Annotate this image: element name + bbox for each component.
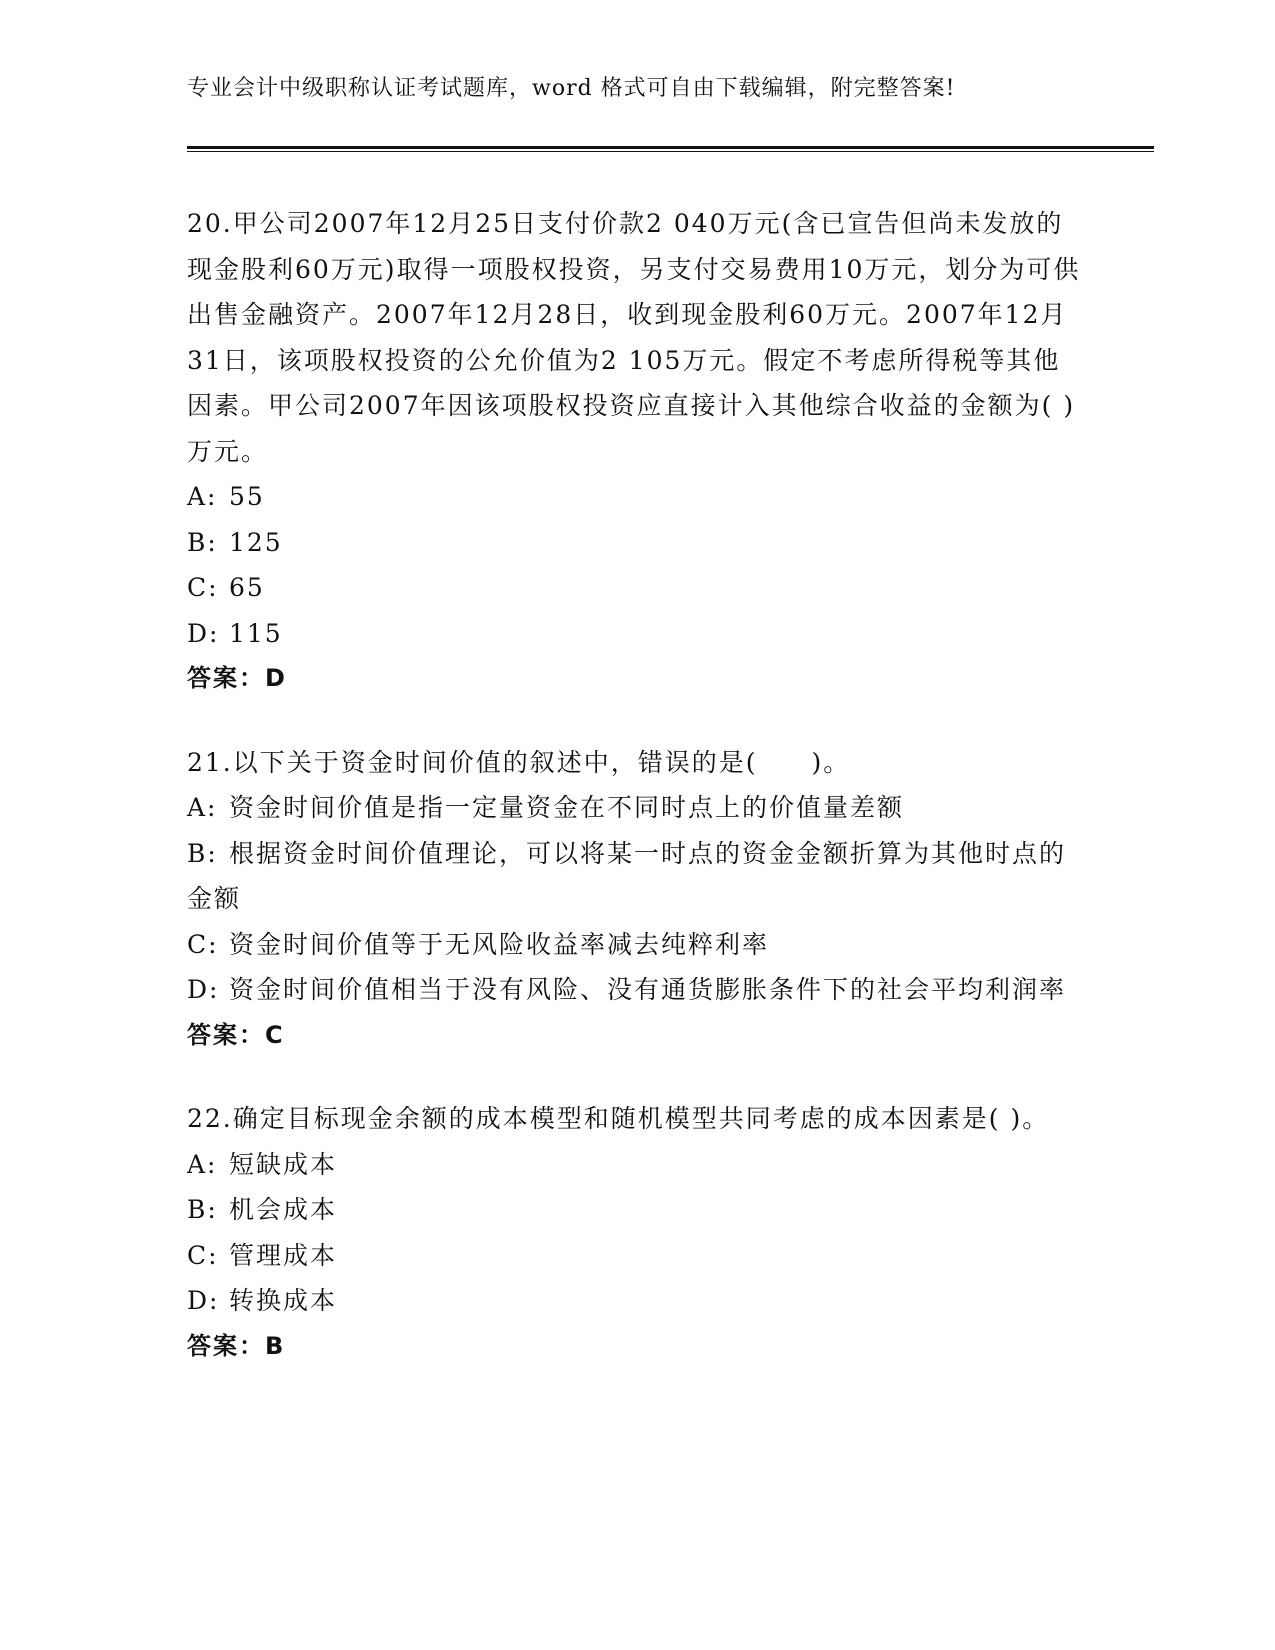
option-letter: C: [187, 1240, 219, 1270]
option-c [187, 565, 1087, 611]
option-text: 资金时间价值等于无风险收益率减去纯粹利率 [229, 929, 770, 959]
option-letter: A: [187, 1149, 218, 1179]
option-a [187, 1142, 1087, 1188]
option-text: 资金时间价值相当于没有风险、没有通货膨胀条件下的社会平均利润率 [229, 975, 1067, 1004]
option-text: 资金时间价值是指一定量资金在不同时点上的价值量差额 [229, 793, 905, 822]
header-divider-thin [187, 151, 1154, 152]
question-22 [187, 1096, 1087, 1369]
option-a [187, 785, 1087, 831]
question-21 [187, 740, 1087, 1059]
option-letter: C: [187, 573, 219, 602]
option-text: 管理成本 [229, 1240, 338, 1270]
option-text: 短缺成本 [229, 1149, 338, 1179]
option-letter: B: [187, 1195, 218, 1224]
option-c [187, 1233, 1087, 1279]
option-b [187, 1187, 1087, 1233]
answer-label: 答案：D [187, 664, 287, 692]
option-b [187, 831, 1087, 922]
option-text: 转换成本 [229, 1286, 338, 1315]
question-20 [187, 201, 1087, 702]
option-text: 115 [229, 618, 283, 648]
option-letter: D: [187, 1286, 220, 1315]
question-list [187, 201, 1087, 1407]
question-stem: 22.确定目标现金余额的成本模型和随机模型共同考虑的成本因素是( )。 [187, 1104, 1050, 1133]
option-letter: C: [187, 929, 219, 959]
option-c [187, 922, 1087, 968]
option-text: 根据资金时间价值理论，可以将某一时点的资金金额折算为其他时点的金额 [187, 838, 1067, 913]
option-letter: A: [187, 482, 218, 511]
page-header-note: 专业会计中级职称认证考试题库，word 格式可自由下载编辑，附完整答案! [187, 76, 956, 101]
option-letter: B: [187, 527, 218, 557]
option-d [187, 611, 1087, 657]
option-letter: B: [187, 838, 218, 868]
answer-label: 答案：B [187, 1331, 286, 1360]
question-stem: 20.甲公司2007年12月25日支付价款2 040万元(含已宣告但尚未发放的现金股利60万元)取得一项股权投资，另支付交易费用10万元，划分为可供出售金融资产。2007年12月28日，收到现金股利60万元。2007年12月31日，该项股权投资的公允价值为2 105万元。假定不考虑所得税等其他因素。甲公司2007年因该项股权投资应直接计入其他综合收益的金额为( )万元。 [187, 209, 1081, 466]
option-d [187, 1278, 1087, 1324]
answer-label: 答案：C [187, 1020, 285, 1049]
option-letter: D: [187, 975, 220, 1004]
question-stem: 21.以下关于资金时间价值的叙述中，错误的是( )。 [187, 747, 851, 777]
header-divider-thick [187, 146, 1154, 149]
option-d [187, 967, 1087, 1013]
option-text: 55 [229, 482, 265, 511]
option-text: 65 [229, 573, 265, 602]
option-letter: A: [187, 793, 218, 822]
option-letter: D: [187, 618, 220, 648]
option-a [187, 474, 1087, 520]
option-text: 机会成本 [229, 1195, 338, 1224]
option-text: 125 [229, 527, 283, 557]
option-b [187, 520, 1087, 566]
